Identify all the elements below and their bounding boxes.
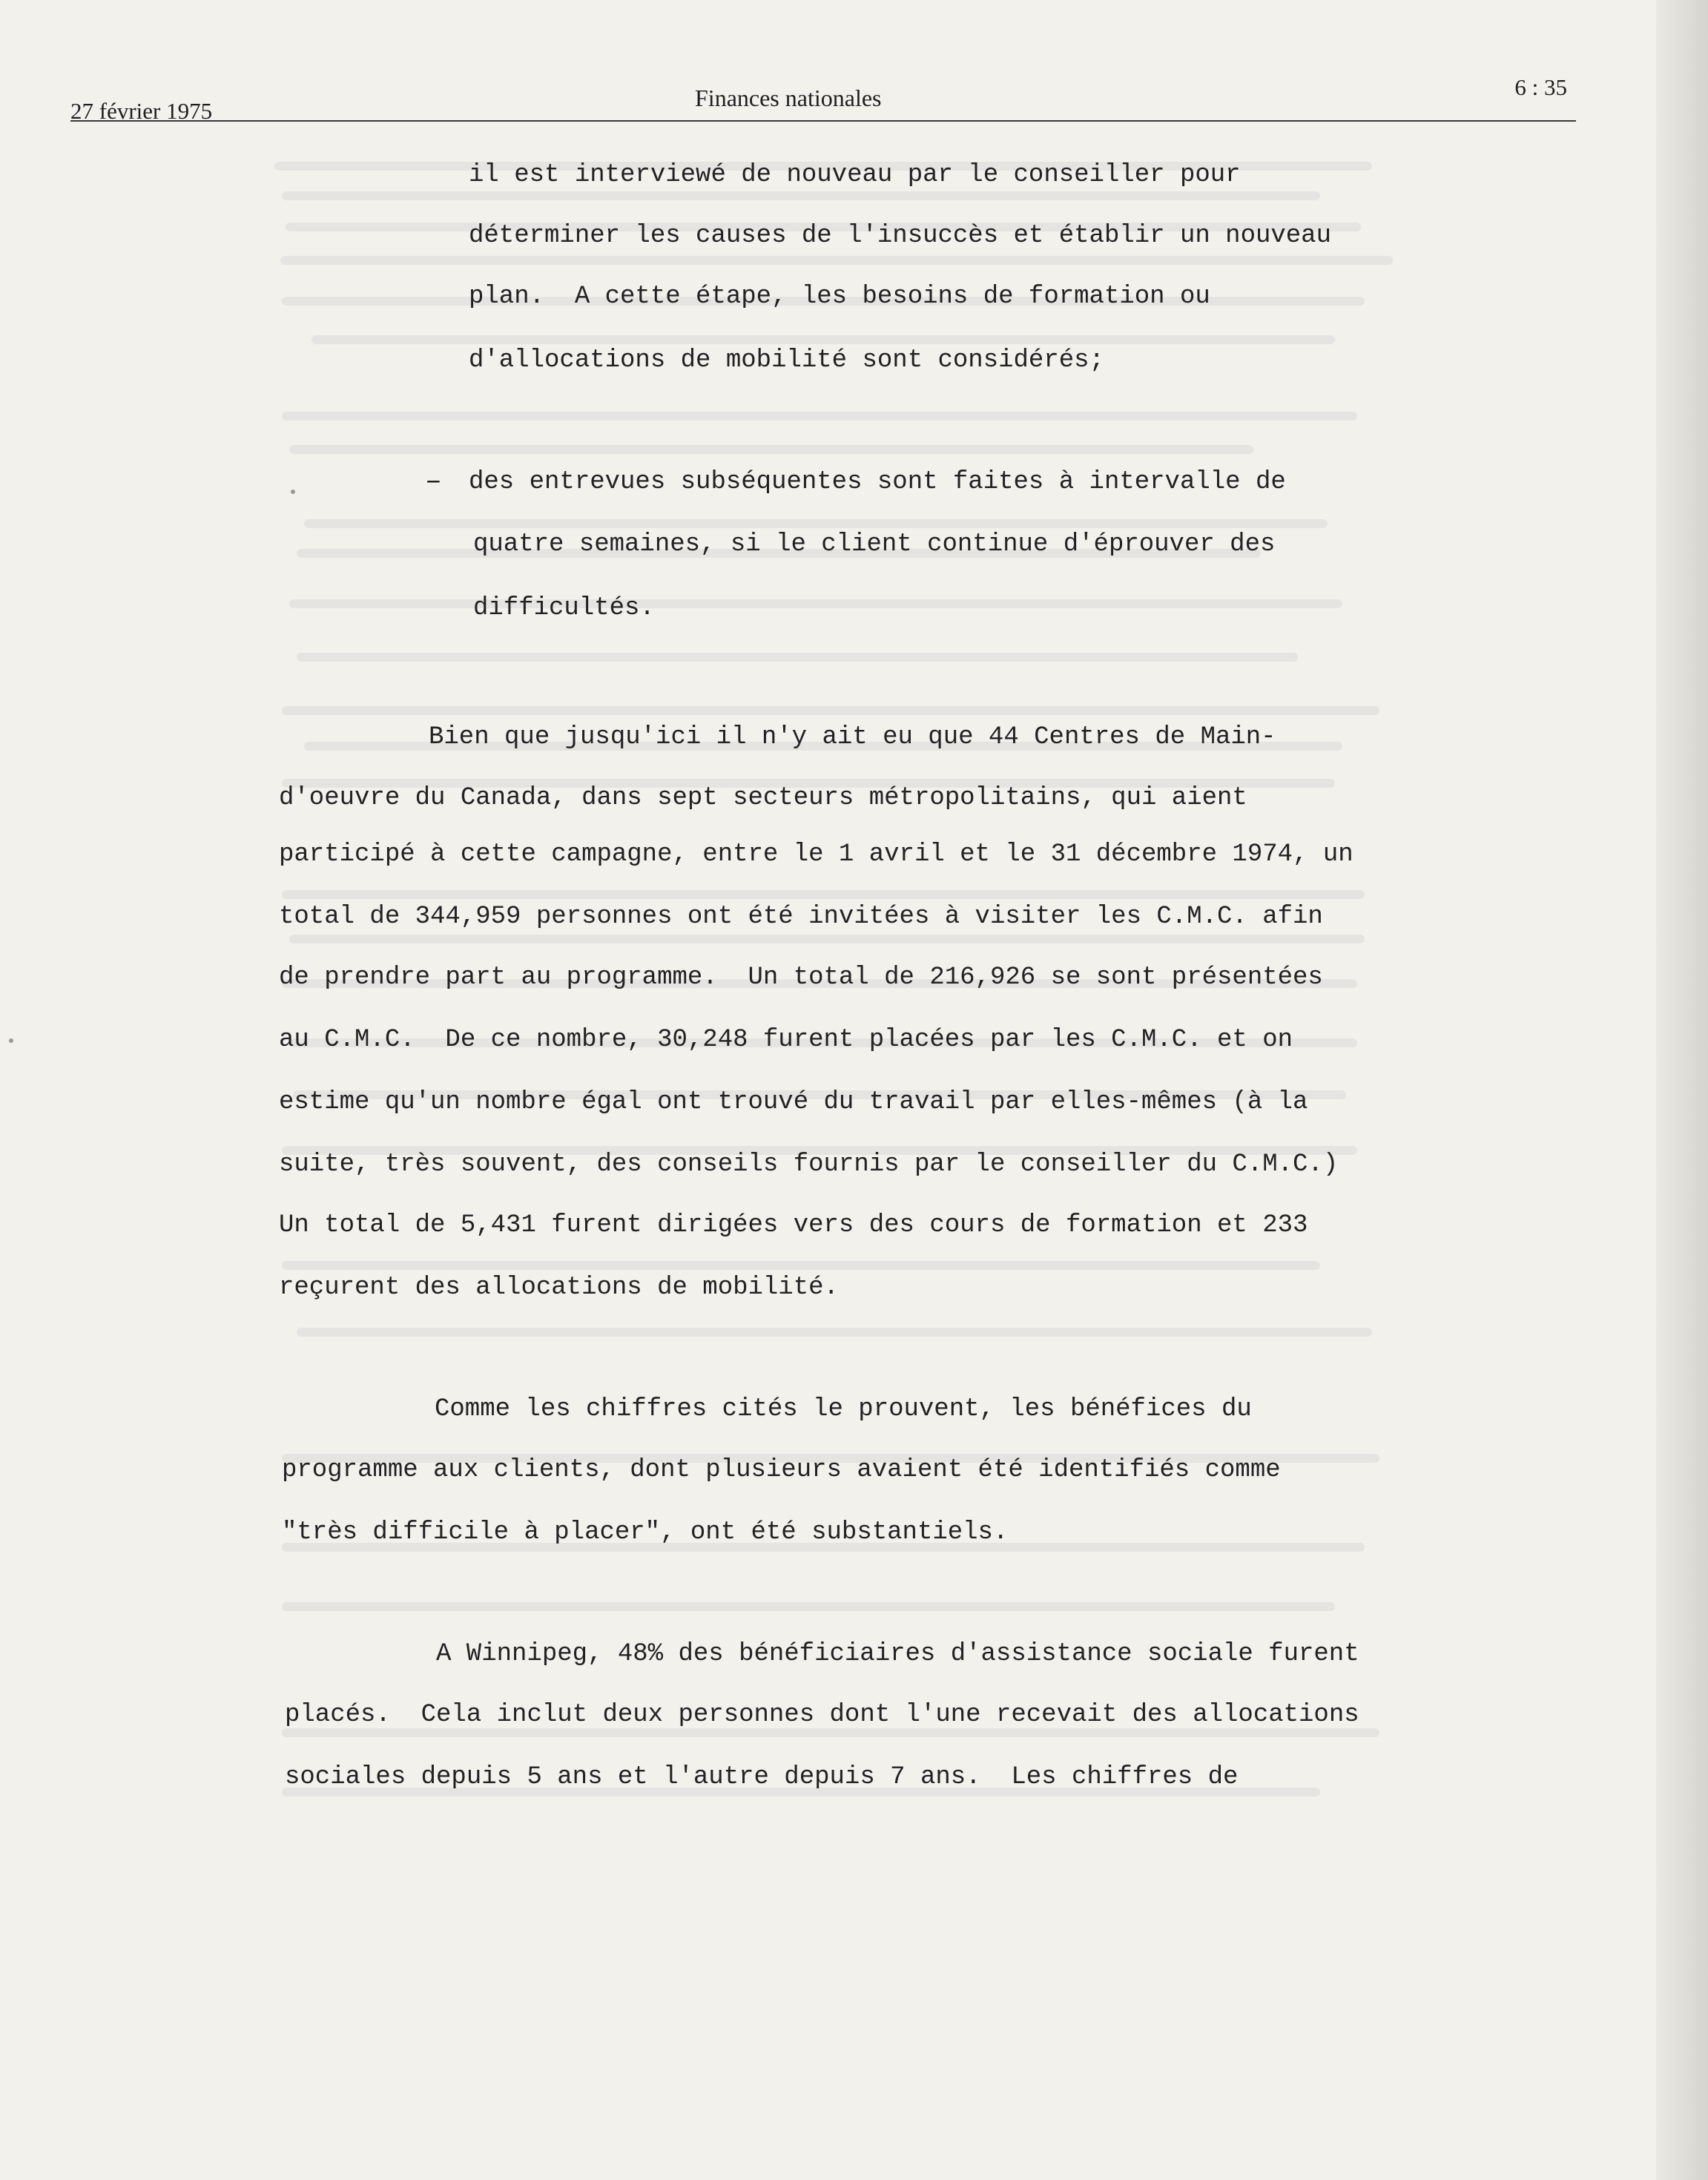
text-line: suite, très souvent, des conseils fournis par le conseiller du C.M.C.) [279,1150,1339,1179]
text-line: A Winnipeg, 48% des bénéficiaires d'assistance sociale furent [436,1640,1359,1668]
text-line: "très difficile à placer", ont été substantiels. [282,1518,1009,1547]
text-line: total de 344,959 personnes ont été invitées à visiter les C.M.C. afin [279,903,1323,931]
text-line: Comme les chiffres cités le prouvent, les bénéfices du [435,1395,1252,1423]
text-line: difficultés. [473,594,655,622]
text-line: Un total de 5,431 furent dirigées vers des cours de formation et 233 [279,1211,1308,1239]
text-line: déterminer les causes de l'insuccès et établir un nouveau [469,222,1331,250]
text-line: participé à cette campagne, entre le 1 avril et le 31 décembre 1974, un [279,840,1353,869]
text-line: reçurent des allocations de mobilité. [279,1274,839,1302]
text-line: plan. A cette étape, les besoins de formation ou [469,283,1210,311]
header-page-number: 6 : 35 [1514,74,1567,100]
text-line: d'allocations de mobilité sont considérés; [469,346,1104,375]
text-line: placés. Cela inclut deux personnes dont l'une recevait des allocations [285,1701,1359,1729]
text-line: au C.M.C. De ce nombre, 30,248 furent placées par les C.M.C. et on [279,1026,1293,1054]
text-line: d'oeuvre du Canada, dans sept secteurs métropolitains, qui aient [279,784,1247,812]
text-line: programme aux clients, dont plusieurs avaient été identifiés comme [282,1456,1281,1484]
text-line: quatre semaines, si le client continue d'éprouver des [473,530,1276,559]
text-line: de prendre part au programme. Un total de 216,926 se sont présentées [279,964,1323,992]
list-bullet: – [425,466,442,498]
header-date: 27 février 1975 [70,98,213,124]
text-line: sociales depuis 5 ans et l'autre depuis 7 ans. Les chiffres de [285,1763,1239,1791]
text-line: il est interviewé de nouveau par le conseiller pour [469,161,1241,189]
text-line: Bien que jusqu'ici il n'y ait eu que 44 Centres de Main- [429,723,1276,751]
text-line: des entrevues subséquentes sont faites à intervalle de [469,468,1286,496]
text-line: estime qu'un nombre égal ont trouvé du travail par elles-mêmes (à la [279,1088,1308,1116]
header-title: Finances nationales [695,85,882,111]
